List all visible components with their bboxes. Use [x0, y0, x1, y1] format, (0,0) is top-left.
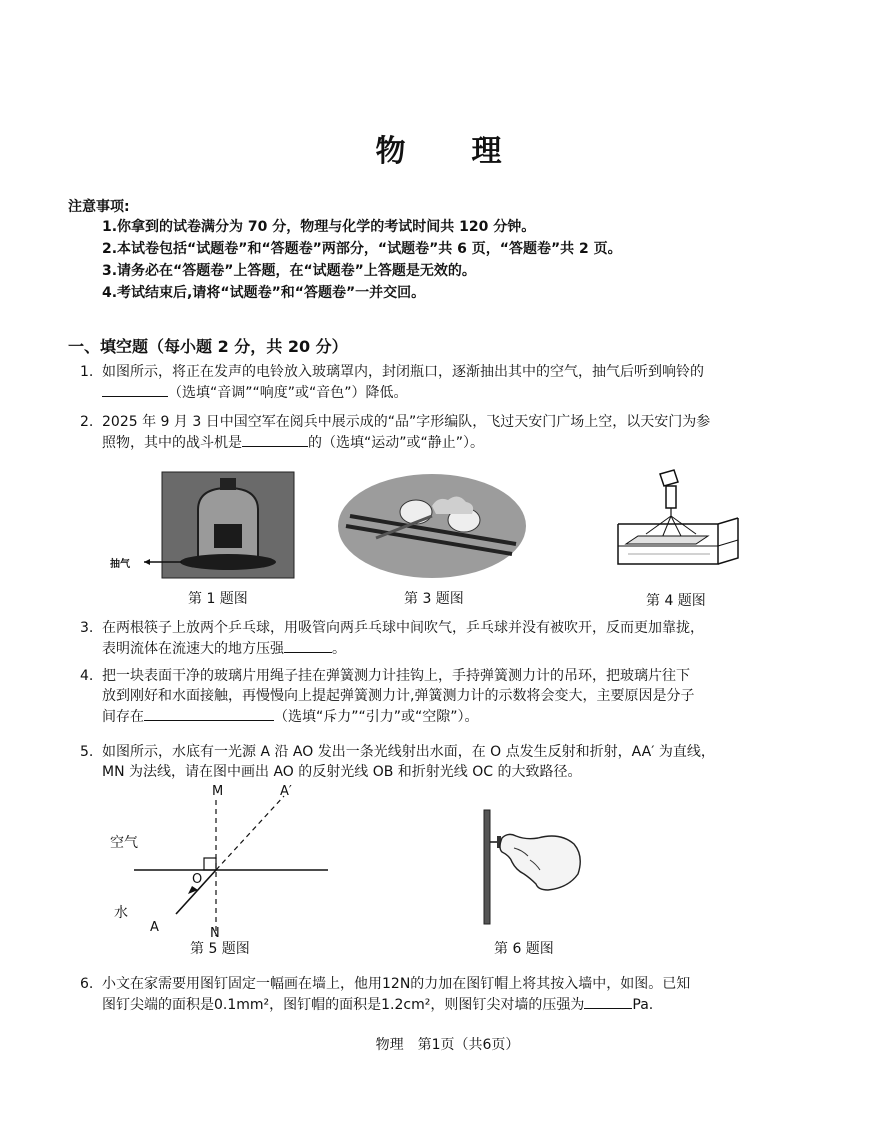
question-text: 放到刚好和水面接触，再慢慢向上提起弹簧测力计,弹簧测力计的示数将会变大，主要原因是分子 — [102, 688, 695, 704]
ray-arrow — [188, 886, 198, 894]
question-1 — [80, 362, 704, 403]
figure-4-caption: 第 4 题图 — [646, 593, 706, 609]
right-angle-mark — [204, 858, 216, 870]
answer-blank — [102, 382, 168, 397]
question-text: MN 为法线，请在图中画出 AO 的反射光线 OB 和折射光线 OC 的大致路径。 — [102, 764, 582, 780]
question-text: 表明流体在流速大的地方压强 — [102, 641, 284, 657]
question-text: （选填“音调”“响度”或“音色”）降低。 — [168, 385, 408, 401]
figure-4-spring-scale — [612, 468, 744, 586]
figure-6-thumbtack — [478, 808, 588, 928]
question-6 — [80, 974, 690, 1015]
page-title: 物 理 — [375, 134, 520, 169]
section-heading: 一、填空题（每小题 2 分，共 20 分） — [68, 337, 348, 356]
figure-1-bell-jar — [110, 470, 300, 582]
note-item: 1.你拿到的试卷满分为 70 分，物理与化学的考试时间共 120 分钟。 — [102, 219, 536, 235]
question-text: 的（选填“运动”或“静止”）。 — [308, 435, 485, 451]
label-water: 水 — [114, 905, 128, 921]
question-text: （选填“斥力”“引力”或“空隙”）。 — [274, 709, 479, 725]
question-number: 1. — [80, 364, 94, 380]
figure-6-caption: 第 6 题图 — [494, 941, 554, 957]
question-number: 3. — [80, 620, 94, 636]
label-a-prime: A′ — [280, 784, 292, 799]
note-item: 3.请务必在“答题卷”上答题，在“试题卷”上答题是无效的。 — [102, 263, 476, 279]
note-item: 2.本试卷包括“试题卷”和“答题卷”两部分，“试题卷”共 6 页，“答题卷”共 2 页。 — [102, 241, 622, 257]
question-number: 5. — [80, 744, 94, 760]
question-text: 如图所示，将正在发声的电铃放入玻璃罩内，封闭瓶口，逐渐抽出其中的空气，抽气后听到响铃的 — [102, 364, 704, 380]
label-a: A — [150, 920, 159, 935]
question-text: 如图所示，水底有一光源 A 沿 AO 发出一条光线射出水面，在 O 点发生反射和折射，AA′ 为直线， — [102, 744, 715, 760]
answer-blank — [144, 706, 274, 721]
question-4 — [80, 666, 694, 727]
question-text: 。 — [332, 641, 346, 657]
question-text: 图钉尖端的面积是0.1mm²，图钉帽的面积是1.2cm²，则图钉尖对墙的压强为 — [102, 997, 585, 1013]
question-number: 2. — [80, 414, 94, 430]
question-text: 2025 年 9 月 3 日中国空军在阅兵中展示成的“品”字形编队，飞过天安门广场上空，以天安门为参 — [102, 414, 711, 430]
figure-1-caption: 第 1 题图 — [188, 591, 248, 607]
question-text: 把一块表面干净的玻璃片用绳子挂在弹簧测力计挂钩上，手持弹簧测力计的吊环，把玻璃片往下 — [102, 668, 690, 684]
label-air: 空气 — [110, 835, 138, 851]
figure-3-ping-pong — [336, 472, 528, 580]
question-text: Pa. — [632, 997, 654, 1013]
page-footer: 物理 第1页（共6页） — [375, 1037, 520, 1053]
question-text: 间存在 — [102, 709, 144, 725]
question-text: 小文在家需要用图钉固定一幅画在墙上，他用12N的力加在图钉帽上将其按入墙中，如图。已知 — [102, 976, 691, 992]
question-number: 6. — [80, 976, 94, 992]
label-n: N — [210, 926, 220, 941]
label-m: M — [212, 784, 224, 799]
label-o: O — [192, 872, 203, 887]
answer-blank — [284, 638, 332, 653]
line-o-a-prime — [216, 796, 284, 870]
question-5 — [80, 742, 715, 782]
figure-1-label: 抽气 — [110, 559, 130, 570]
question-2 — [80, 412, 710, 453]
figure-5-caption: 第 5 题图 — [190, 941, 250, 957]
answer-blank — [584, 994, 632, 1009]
figure-5-refraction-diagram — [100, 786, 340, 946]
question-text: 在两根筷子上放两个乒乓球，用吸管向两乒乓球中间吹气，乒乓球并没有被吹开，反而更加靠拢， — [102, 620, 704, 636]
answer-blank — [242, 432, 308, 447]
notes-heading: 注意事项: — [68, 199, 130, 215]
question-text: 照物，其中的战斗机是 — [102, 435, 242, 451]
note-item: 4.考试结束后,请将“试题卷”和“答题卷”一并交回。 — [102, 285, 426, 301]
question-3 — [80, 618, 704, 659]
figure-3-caption: 第 3 题图 — [404, 591, 464, 607]
question-number: 4. — [80, 668, 94, 684]
